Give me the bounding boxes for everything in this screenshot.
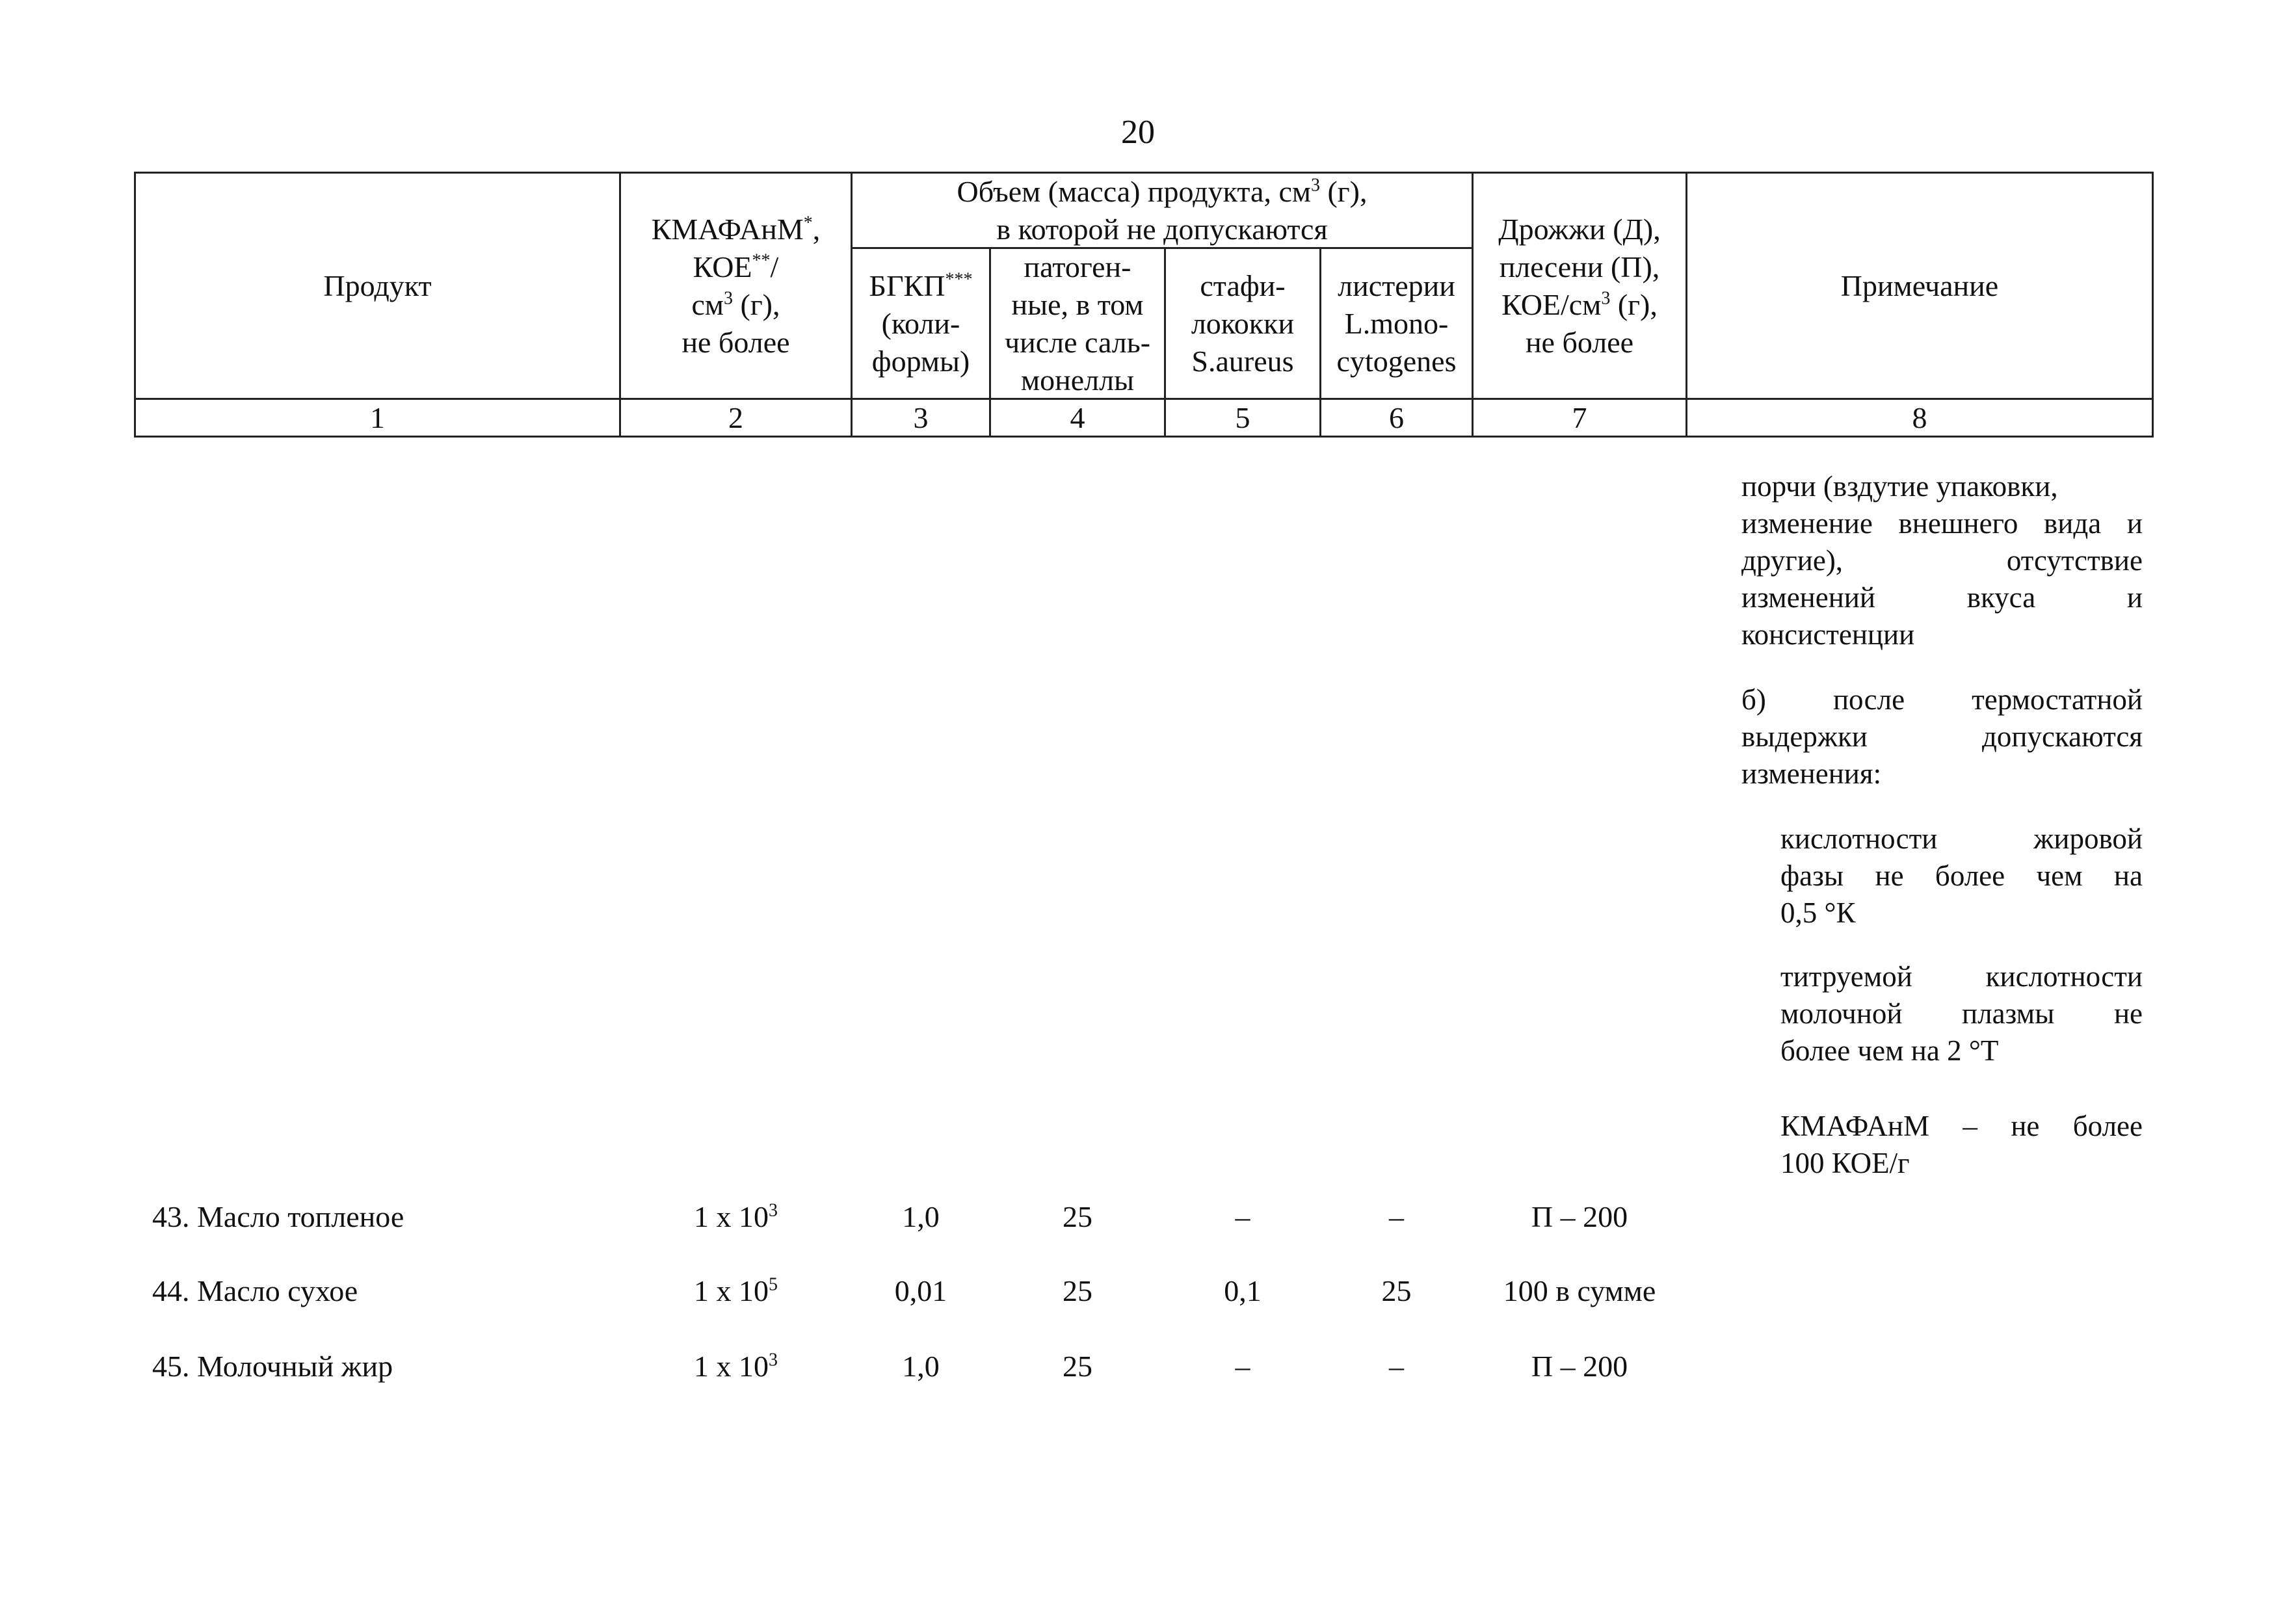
yeast-value: П – 200 — [1531, 1350, 1628, 1383]
column-number: 6 — [1389, 401, 1404, 434]
staph-value: – — [1235, 1350, 1250, 1383]
yeast-value: 100 в сумме — [1503, 1274, 1656, 1307]
product-name: 43. Масло топленое — [152, 1200, 404, 1233]
page-number: 20 — [1121, 114, 1155, 151]
bgkp-value: 1,0 — [902, 1350, 940, 1383]
listeria-value: – — [1389, 1350, 1404, 1383]
column-number: 5 — [1235, 401, 1250, 434]
column-number: 4 — [1070, 401, 1085, 434]
note-paragraph: б) после термостатной выдержки допускаются изменения: — [1741, 683, 2143, 790]
product-name: 45. Молочный жир — [152, 1350, 393, 1383]
listeria-value: – — [1389, 1200, 1404, 1233]
table-right-border — [2152, 172, 2154, 438]
header-staphylococci: стафи- лококки S.aureus — [1191, 268, 1295, 378]
header-volume: Объем (масса) продукта, $см^3$ (г), в которой не допускаются — [957, 174, 1368, 246]
header-listeria: листерии L.mono- cytogenes — [1336, 268, 1457, 378]
header-product: Продукт — [323, 268, 432, 302]
column-number: 8 — [1912, 401, 1927, 434]
product-name: 44. Масло сухое — [152, 1274, 358, 1307]
pathogenic-value: 25 — [1063, 1274, 1092, 1307]
table-header-bottom-line — [134, 436, 2154, 438]
bgkp-value: 0,01 — [894, 1274, 947, 1307]
column-number: 2 — [728, 401, 743, 434]
note-paragraph: порчи (вздутие упаковки, изменение внешнего вида и другие), отсутствие изменений вкуса и консистенции — [1741, 470, 2143, 651]
header-pathogenic: патоген- ные, в том числе саль- монеллы — [1004, 250, 1151, 397]
header-note: Примечание — [1840, 268, 1999, 302]
bgkp-value: 1,0 — [902, 1200, 940, 1233]
pathogenic-value: 25 — [1063, 1200, 1092, 1233]
header-yeast-mold: Дрожжи (Д), плесени (П), КОЕ/$см^3$ (г), не более — [1498, 212, 1661, 359]
yeast-value: П – 200 — [1531, 1200, 1628, 1233]
note-paragraph: кислотности жировой фазы не более чем на 0,5 °К — [1780, 822, 2143, 929]
kmafanm-value: 1 х $10^5$ — [694, 1274, 778, 1307]
pathogenic-value: 25 — [1063, 1350, 1092, 1383]
staph-value: 0,1 — [1224, 1274, 1262, 1307]
kmafanm-value: 1 х $10^3$ — [694, 1350, 778, 1383]
column-number: 7 — [1572, 401, 1587, 434]
header-bgkp: БГКП*** (коли- формы) — [869, 268, 973, 378]
column-number: 3 — [913, 401, 929, 434]
header-kmafanm: КМАФАнМ*, КОЕ**/ $см^3$ (г), не более — [651, 212, 821, 359]
note-paragraph: КМАФАнМ – не более 100 КОЕ/г — [1780, 1110, 2143, 1179]
staph-value: – — [1235, 1200, 1250, 1233]
kmafanm-value: 1 х $10^3$ — [694, 1200, 778, 1233]
listeria-value: 25 — [1381, 1274, 1412, 1307]
note-paragraph: титруемой кислотности молочной плазмы не более чем на 2 °Т — [1780, 960, 2143, 1067]
column-number: 1 — [370, 401, 385, 434]
